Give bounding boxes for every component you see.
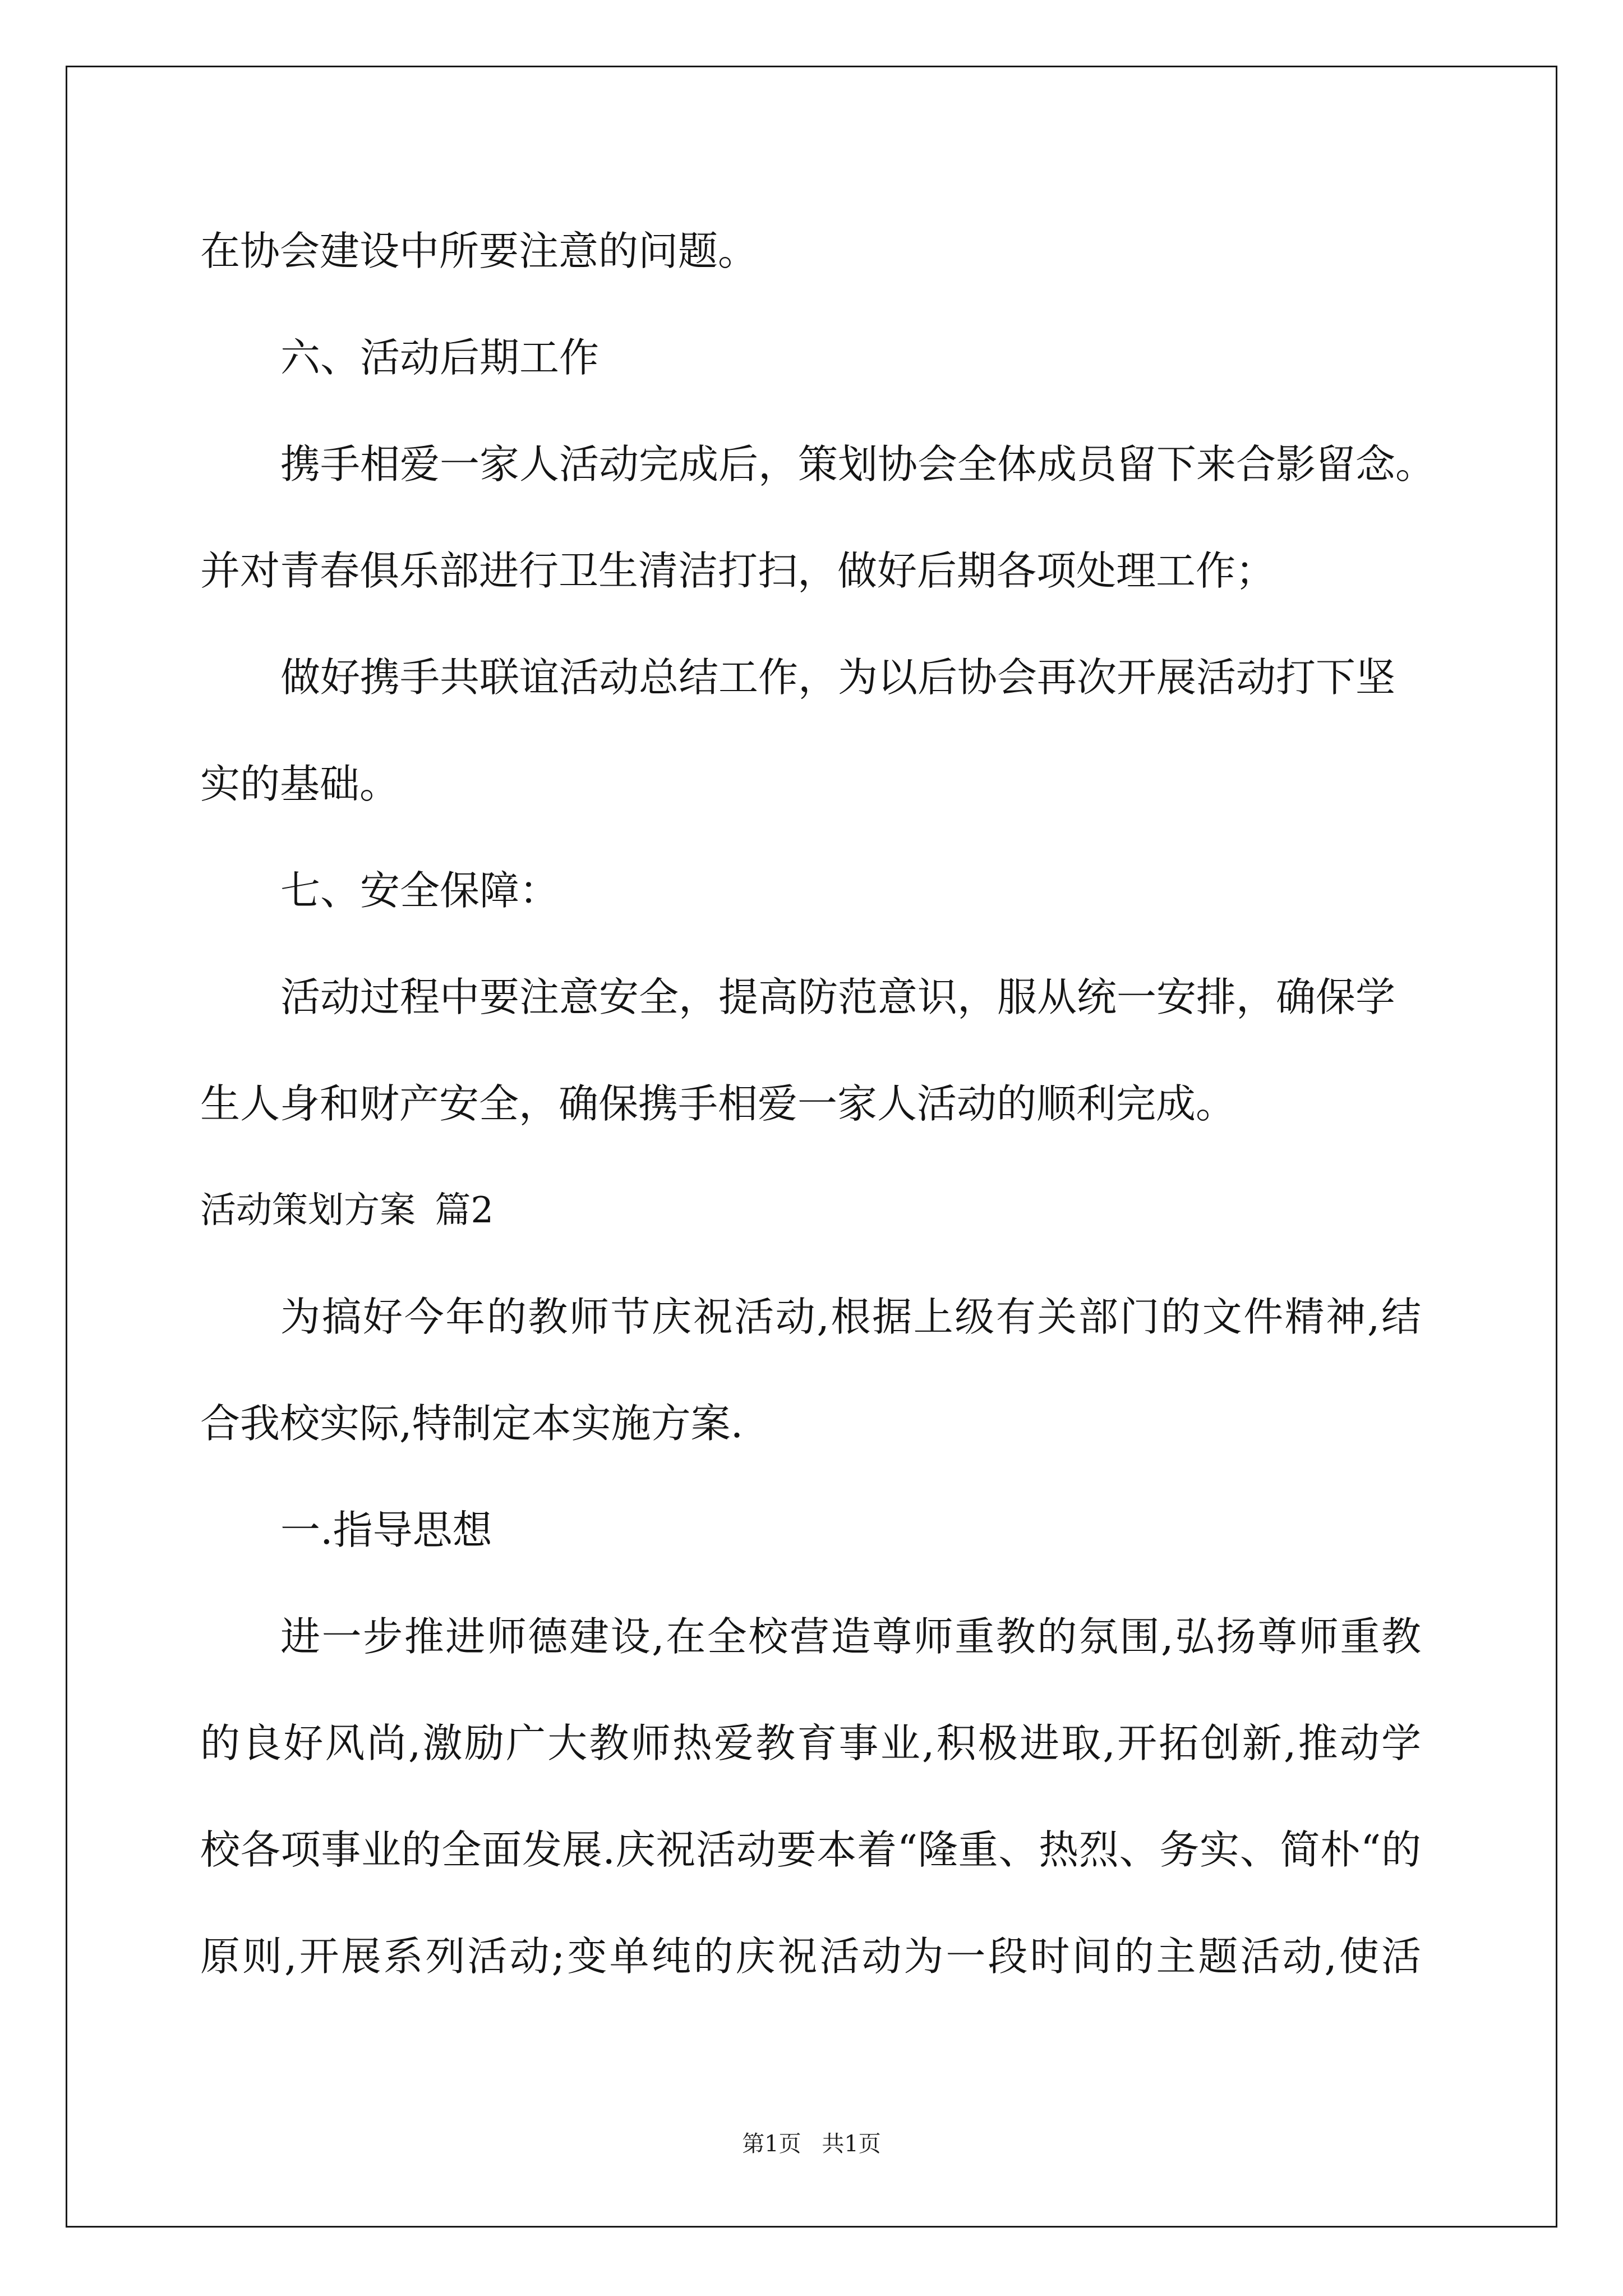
text-line: 并对青春俱乐部进行卫生清洁打扫，做好后期各项处理工作；: [200, 547, 1276, 594]
text-line: 做好携手共联谊活动总结工作，为以后协会再次开展活动打下坚: [280, 654, 1396, 701]
text-line: 实的基础。: [200, 761, 400, 807]
text-line: 活动过程中要注意安全，提高防范意识，服从统一安排，确保学: [280, 974, 1396, 1020]
text-line: 携手相爱一家人活动完成后，策划协会全体成员留下来合影留念。: [280, 441, 1436, 487]
section-heading: 六、活动后期工作: [280, 334, 600, 381]
text-line: 校各项事业的全面发展.庆祝活动要本着“隆重、热烈、务实、简朴“的: [200, 1826, 1421, 1873]
page-footer: 第1页 共1页: [742, 2131, 881, 2157]
document-body: [200, 198, 1436, 2010]
text-line: 合我校实际,特制定本实施方案.: [200, 1400, 744, 1447]
text-line: 生人身和财产安全，确保携手相爱一家人活动的顺利完成。: [200, 1080, 1236, 1127]
text-line: 的良好风尚,激励广大教师热爱教育事业,积极进取,开拓创新,推动学: [200, 1720, 1421, 1766]
text-line: 为搞好今年的教师节庆祝活动,根据上级有关部门的文件精神,结: [280, 1294, 1421, 1340]
section-heading: 七、安全保障：: [280, 867, 560, 914]
text-line: 在协会建设中所要注意的问题。: [200, 228, 758, 274]
section-heading: 一.指导思想: [280, 1507, 492, 1553]
text-line: 进一步推进师德建设,在全校营造尊师重教的氛围,弘扬尊师重教: [280, 1613, 1421, 1660]
article-title: 活动策划方案 篇2: [200, 1190, 494, 1231]
text-line: 原则,开展系列活动;变单纯的庆祝活动为一段时间的主题活动,使活: [200, 1933, 1421, 1980]
